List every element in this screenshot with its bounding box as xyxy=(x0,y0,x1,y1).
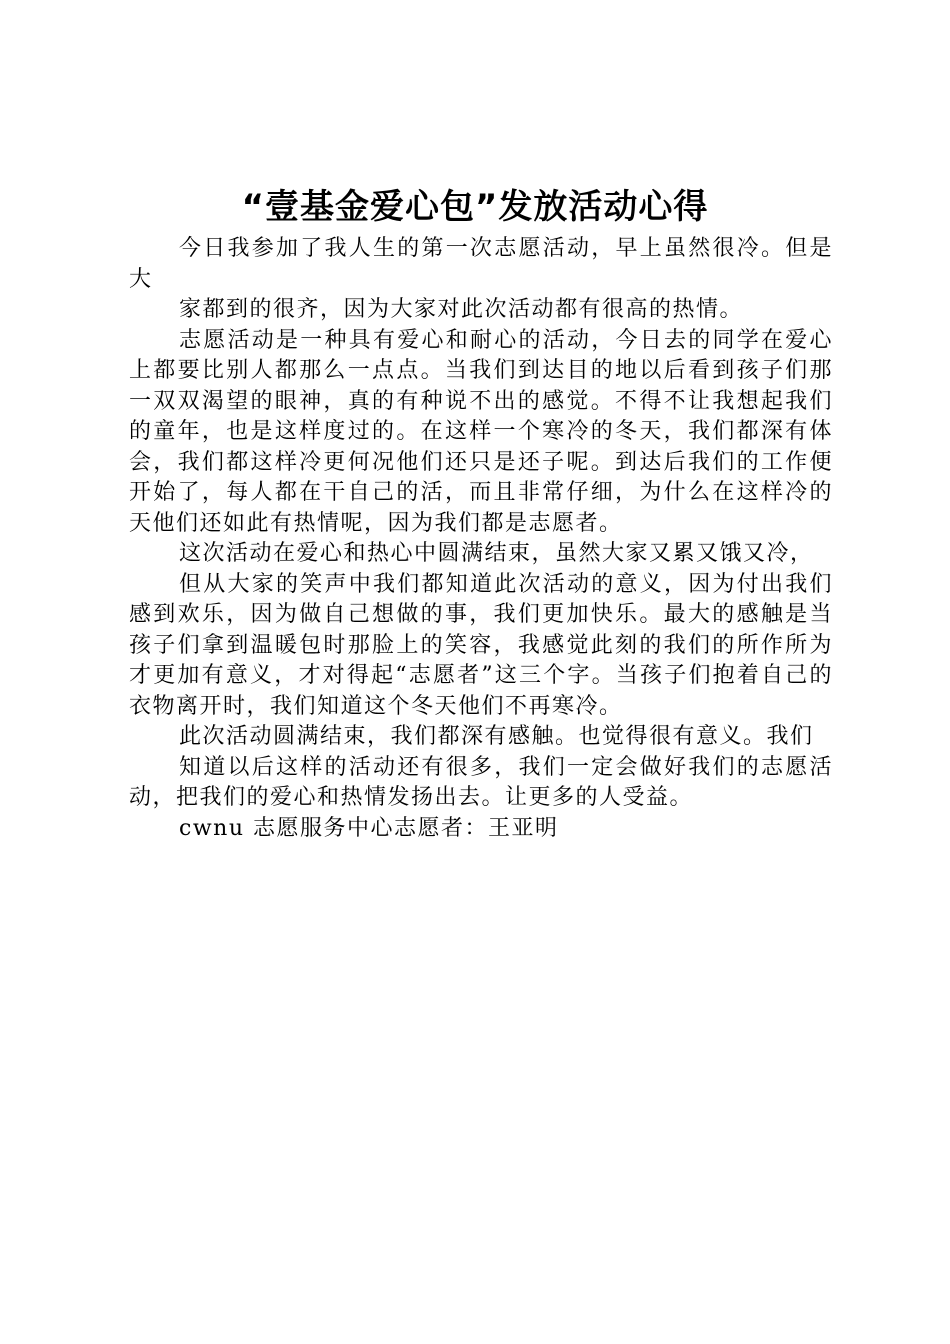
paragraph-7: 知道以后这样的活动还有很多，我们一定会做好我们的志愿活动，把我们的爱心和热情发扬出去。让更多的人受益。 xyxy=(129,754,833,810)
document-body xyxy=(129,234,833,844)
paragraph-1: 今日我参加了我人生的第一次志愿活动，早上虽然很冷。但是大 xyxy=(129,236,833,292)
author-signature: cwnu 志愿服务中心志愿者：王亚明 xyxy=(179,815,559,841)
document-title: “壹基金爱心包”发放活动心得 xyxy=(241,187,709,227)
paragraph-6: 此次活动圆满结束，我们都深有感触。也觉得很有意义。我们 xyxy=(179,724,814,749)
paragraph-5: 但从大家的笑声中我们都知道此次活动的意义，因为付出我们感到欢乐，因为做自己想做的事，我们更加快乐。最大的感触是当孩子们拿到温暖包时那脸上的笑容，我感觉此刻的我们的所作所为才更加有意义，才对得起“志愿者”这三个字。当孩子们抱着自己的衣物离开时，我们知道这个冬天他们不再寒冷。 xyxy=(129,571,833,719)
paragraph-4: 这次活动在爱心和热心中圆满结束，虽然大家又累又饿又冷， xyxy=(179,541,814,566)
paragraph-3: 志愿活动是一种具有爱心和耐心的活动，今日去的同学在爱心上都要比别人都那么一点点。当我们到达目的地以后看到孩子们那一双双渴望的眼神，真的有种说不出的感觉。不得不让我想起我们的童年，也是这样度过的。在这样一个寒冷的冬天，我们都深有体会，我们都这样冷更何况他们还只是还子呢。到达后我们的工作便开始了，每人都在干自己的活，而且非常仔细，为什么在这样冷的天他们还如此有热情呢，因为我们都是志愿者。 xyxy=(129,327,833,536)
paragraph-2: 家都到的很齐，因为大家对此次活动都有很高的热情。 xyxy=(179,297,744,322)
